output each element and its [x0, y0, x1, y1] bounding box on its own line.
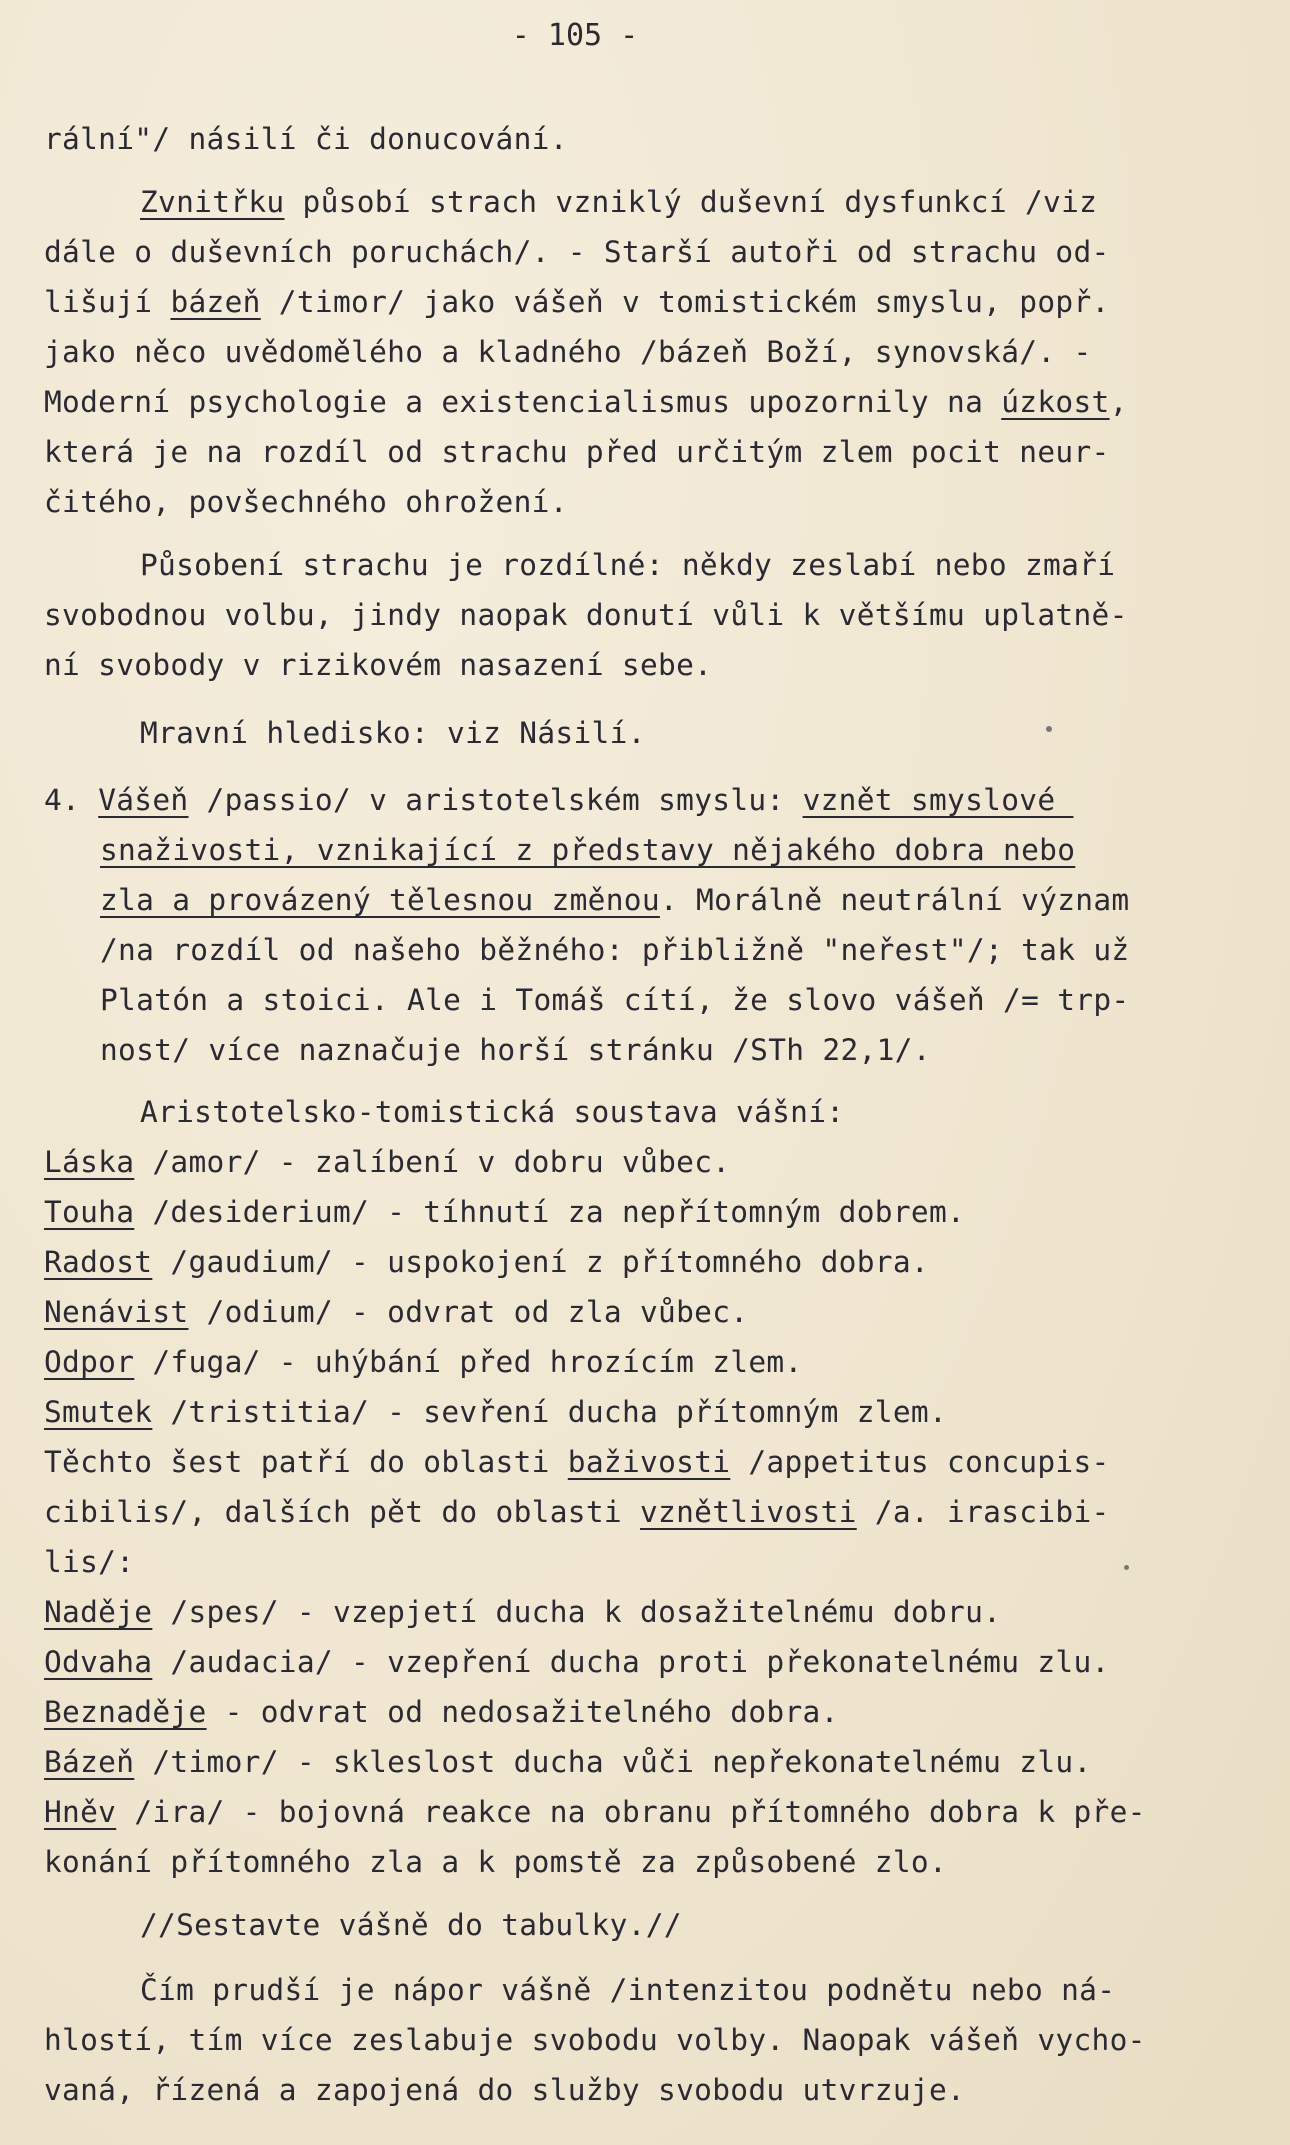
text-line [44, 1142, 730, 1182]
text-segment: /fuga/ - uhýbání před hrozícím zlem. [134, 1345, 803, 1379]
ink-speck [1124, 1565, 1129, 1570]
text-line [44, 1542, 134, 1582]
text-line [44, 1342, 803, 1382]
text-line [44, 332, 1092, 372]
underlined-term: úzkost [1001, 385, 1110, 419]
text-line [44, 1642, 1110, 1682]
underlined-term: Odvaha [44, 1645, 153, 1679]
text-line [140, 713, 646, 753]
text-line [44, 2020, 1146, 2060]
text-segment: - odvrat od nedosažitelného dobra. [206, 1695, 839, 1729]
underlined-term: Touha [44, 1195, 135, 1229]
text-line [44, 382, 1128, 422]
text-line [44, 1192, 965, 1232]
ink-speck [1046, 726, 1052, 732]
text-segment: Platón a stoici. Ale i Tomáš cítí, že slovo vášeň /= trp- [100, 983, 1130, 1017]
text-line [44, 1292, 748, 1332]
text-segment: lišují [44, 285, 171, 319]
underlined-term: Vášeň [98, 783, 189, 817]
text-segment: Těchto šest patří do oblasti [44, 1445, 568, 1479]
text-line [140, 545, 1115, 585]
underlined-term: vznět smyslové [802, 783, 1074, 817]
text-line [44, 780, 1073, 820]
text-line [44, 232, 1110, 272]
underlined-term: baživosti [567, 1445, 731, 1479]
underlined-term: bázeň [170, 285, 261, 319]
text-line [44, 1392, 947, 1432]
text-segment: /ira/ - bojovná reakce na obranu přítomného dobra k pře- [116, 1795, 1146, 1829]
page-number: - 105 - [511, 18, 639, 53]
underlined-term: Beznaděje [44, 1695, 207, 1729]
text-line [140, 1092, 844, 1132]
text-line [140, 182, 1097, 222]
underlined-term: Bázeň [44, 1745, 135, 1779]
text-segment: Působení strachu je rozdílné: někdy zeslabí nebo zmaří [140, 548, 1116, 582]
text-segment: hlostí, tím více zeslabuje svobodu volby. Naopak vášeň vycho- [44, 2023, 1146, 2057]
text-line [44, 119, 568, 159]
text-line [100, 830, 1075, 870]
text-segment: která je na rozdíl od strachu před určitým zlem pocit neur- [44, 435, 1110, 469]
text-segment: /audacia/ - vzepření ducha proti překonatelnému zlu. [152, 1645, 1110, 1679]
text-line [140, 1970, 1115, 2010]
underlined-term: snaživosti, vznikající z představy nějakého dobra nebo [100, 833, 1076, 867]
text-line [44, 645, 712, 685]
text-line [100, 930, 1129, 970]
text-line [44, 1842, 947, 1882]
text-line [100, 1030, 931, 1070]
text-segment: cibilis/, dalších pět do oblasti [44, 1495, 640, 1529]
text-segment: Moderní psychologie a existencialismus upozornily na [44, 385, 1002, 419]
text-segment: /na rozdíl od našeho běžného: přibližně "neřest"/; tak už [100, 933, 1130, 967]
text-segment: čitého, povšechného ohrožení. [44, 485, 568, 519]
text-segment: dále o duševních poruchách/. - Starší autoři od strachu od- [44, 235, 1110, 269]
text-line [44, 595, 1128, 635]
text-segment: svobodnou volbu, jindy naopak donutí vůli k většímu uplatně- [44, 598, 1128, 632]
underlined-term: Láska [44, 1145, 135, 1179]
underlined-term: Odpor [44, 1345, 135, 1379]
text-line [44, 1792, 1146, 1832]
text-segment: /passio/ v aristotelském smyslu: [188, 783, 803, 817]
text-line [44, 1742, 1092, 1782]
underlined-term: Nenávist [44, 1295, 189, 1329]
text-line [44, 282, 1110, 322]
text-segment: Čím prudší je nápor vášně /intenzitou podnětu nebo ná- [140, 1973, 1116, 2007]
text-segment: , [1109, 385, 1128, 419]
underlined-term: Zvnitřku [140, 185, 285, 219]
text-line [44, 2070, 965, 2110]
text-segment: Mravní hledisko: viz Násilí. [140, 716, 646, 750]
underlined-term: Hněv [44, 1795, 117, 1829]
underlined-term: vznětlivosti [640, 1495, 857, 1529]
text-segment: /amor/ - zalíbení v dobru vůbec. [134, 1145, 731, 1179]
text-line [44, 1592, 1001, 1632]
underlined-term: Naděje [44, 1595, 153, 1629]
text-segment: konání přítomného zla a k pomstě za způsobené zlo. [44, 1845, 948, 1879]
text-segment: ní svobody v rizikovém nasazení sebe. [44, 648, 713, 682]
text-line [44, 482, 568, 522]
text-line [100, 880, 1129, 920]
text-line [44, 1692, 839, 1732]
text-segment: působí strach vzniklý duševní dysfunkcí /viz [284, 185, 1098, 219]
text-line [44, 1492, 1110, 1532]
text-line [44, 1242, 929, 1282]
text-line [100, 980, 1129, 1020]
text-segment: /timor/ - skleslost ducha vůči nepřekonatelnému zlu. [134, 1745, 1092, 1779]
text-segment: //Sestavte vášně do tabulky.// [140, 1908, 682, 1942]
text-segment: /a. irascibi- [856, 1495, 1110, 1529]
text-segment: /desiderium/ - tíhnutí za nepřítomným dobrem. [134, 1195, 966, 1229]
text-segment: /tristitia/ - sevření ducha přítomným zlem. [152, 1395, 948, 1429]
underlined-term: Radost [44, 1245, 153, 1279]
underlined-term: Smutek [44, 1395, 153, 1429]
text-line [44, 432, 1110, 472]
text-segment: /timor/ jako vášeň v tomistickém smyslu, popř. [260, 285, 1110, 319]
text-segment: /gaudium/ - uspokojení z přítomného dobra. [152, 1245, 929, 1279]
text-segment: /appetitus concupis- [730, 1445, 1110, 1479]
text-segment: lis/: [44, 1545, 135, 1579]
text-line [44, 1442, 1110, 1482]
text-segment: . Morálně neutrální význam [659, 883, 1130, 917]
text-segment: Aristotelsko-tomistická soustava vášní: [140, 1095, 845, 1129]
text-line [140, 1905, 682, 1945]
underlined-term: zla a provázený tělesnou změnou [100, 883, 660, 917]
text-segment: nost/ více naznačuje horší stránku /STh 22,1/. [100, 1033, 931, 1067]
text-segment: /odium/ - odvrat od zla vůbec. [188, 1295, 749, 1329]
text-segment: /spes/ - vzepjetí ducha k dosažitelnému dobru. [152, 1595, 1002, 1629]
text-segment: rální"/ násilí či donucování. [44, 122, 568, 156]
text-segment: vaná, řízená a zapojená do služby svobodu utvrzuje. [44, 2073, 966, 2107]
text-segment: jako něco uvědomělého a kladného /bázeň Boží, synovská/. - [44, 335, 1092, 369]
text-segment: 4. [44, 783, 99, 817]
